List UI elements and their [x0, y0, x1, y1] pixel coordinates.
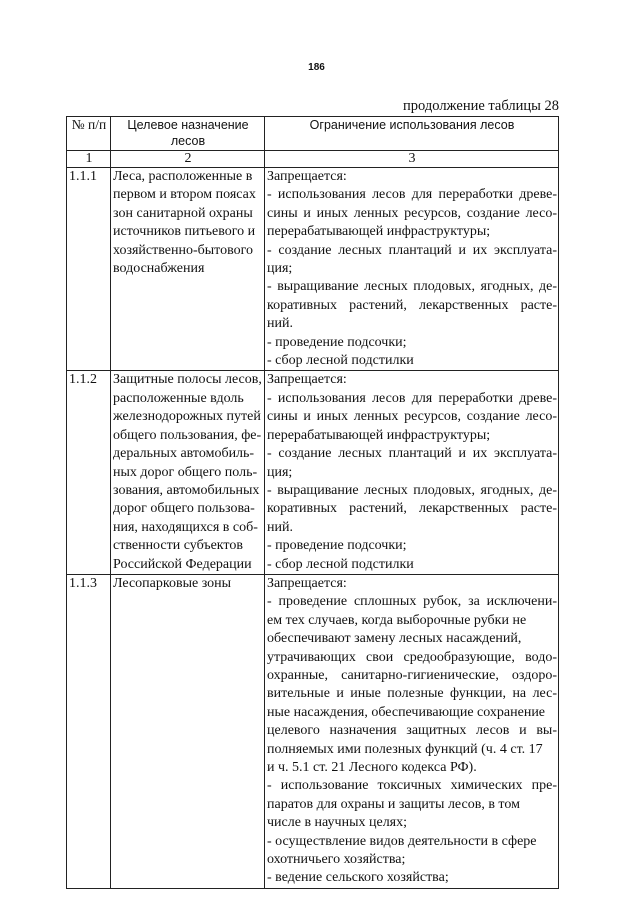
column-number-row [67, 151, 559, 168]
restriction-line: - выращивание лесных плодовых, ягодных, де- [267, 482, 557, 498]
row-number: 1.1.3 [67, 574, 111, 888]
restriction-line: числе в научных целях; [267, 815, 408, 831]
restriction-line: вительные и иные полезные функции, на лес- [267, 686, 557, 702]
column-number: 1 [67, 151, 111, 168]
restriction-line: коративных растений, лекарственных расте- [267, 297, 557, 313]
restriction-line: - ведение сельского хозяйства; [267, 870, 449, 886]
restriction-line: - использования лесов для переработки древе- [267, 187, 557, 203]
restriction-line: полняемых ими полезных функций (ч. 4 ст. 17 [267, 741, 543, 757]
restriction-line: ные насаждения, обеспечивающие сохранение [267, 704, 546, 720]
restriction-line: обеспечивают замену лесных насаждений, [267, 631, 522, 647]
purpose-line: зон санитарной охраны [113, 205, 253, 221]
purpose-line: зования, автомобильных [113, 482, 260, 498]
restriction-line: - проведение сплошных рубок, за исключени- [267, 594, 557, 610]
purpose-line: Леса, расположенные в [113, 169, 253, 184]
restriction-line: паратов для охраны и защиты лесов, в том [267, 796, 520, 812]
restriction-line: Запрещается: [267, 575, 347, 591]
restriction-line: ция; [267, 261, 293, 277]
header-number: № п/п [67, 117, 111, 151]
purpose-line: дорог общего пользова- [113, 501, 255, 517]
purpose-line: хозяйственно-бытового [113, 242, 254, 258]
restriction-line: и ч. 5.1 ст. 21 Лесного кодекса РФ). [267, 760, 477, 775]
restriction-cell [265, 574, 559, 888]
purpose-line: общего пользования, фе- [113, 427, 262, 443]
table-continuation-caption: продолжение таблицы 28 [403, 98, 559, 114]
purpose-line: железнодорожных путей [113, 409, 261, 425]
forest-purpose-cell [111, 574, 265, 888]
restriction-line: перерабатывающей инфраструктуры; [267, 224, 491, 240]
restriction-cell [265, 168, 559, 371]
restriction-line: - сбор лесной подстилки [267, 353, 414, 369]
restriction-line: ем тех случаев, когда выборочные рубки не [267, 612, 527, 628]
restriction-line: ция; [267, 464, 293, 480]
restriction-line: утрачивающих свои средообразующие, водо- [267, 649, 557, 665]
restriction-line: целевого назначения защитных лесов и вы- [267, 723, 557, 739]
restriction-line: коративных растений, лекарственных расте- [267, 501, 557, 517]
restriction-line: перерабатывающей инфраструктуры; [267, 427, 491, 443]
restriction-line: сины и иных ленных ресурсов, создание лесо- [267, 205, 557, 221]
restriction-line: Запрещается: [267, 372, 347, 388]
restriction-cell [265, 371, 559, 574]
header-restriction: Ограничение использования лесов [265, 117, 559, 151]
header-purpose-line: Целевое назначение [127, 118, 249, 132]
restriction-line: - использование токсичных химических пре- [267, 778, 557, 794]
restriction-line: - создание лесных плантаций и их эксплуата- [267, 242, 557, 258]
table-row [67, 371, 559, 574]
table-row [67, 574, 559, 888]
restriction-line: - выращивание лесных плодовых, ягодных, де- [267, 279, 557, 295]
header-purpose-line: лесов [170, 134, 206, 148]
purpose-line: деральных автомобиль- [113, 446, 255, 462]
forest-purpose-cell [111, 168, 265, 371]
forest-purpose-cell [111, 371, 265, 574]
header-purpose [111, 117, 265, 151]
restriction-line: ний. [267, 519, 293, 535]
restriction-line: - сбор лесной подстилки [267, 556, 414, 572]
forest-restrictions-table [66, 116, 559, 889]
purpose-line: Российской Федерации [113, 556, 252, 572]
table-body [67, 168, 559, 889]
purpose-line: ния, находящихся в соб- [113, 519, 258, 535]
row-number: 1.1.2 [67, 371, 111, 574]
purpose-line: источников питьевого и [113, 224, 256, 240]
restriction-line: Запрещается: [267, 169, 347, 184]
page-number: 186 [308, 62, 325, 73]
table-header-row [67, 117, 559, 151]
purpose-line: водоснабжения [113, 261, 205, 277]
restriction-line: - создание лесных плантаций и их эксплуата- [267, 446, 557, 462]
table-row [67, 168, 559, 371]
purpose-line: ственности субъектов [113, 538, 243, 554]
restriction-line: - осуществление видов деятельности в сфере [267, 833, 537, 849]
purpose-line: расположенные вдоль [113, 390, 244, 406]
purpose-line: Лесопарковые зоны [113, 575, 232, 591]
column-number: 2 [111, 151, 265, 168]
restriction-line: - проведение подсочки; [267, 334, 407, 350]
restriction-line: сины и иных ленных ресурсов, создание лесо- [267, 409, 557, 425]
purpose-line: первом и втором поясах [113, 187, 256, 203]
restriction-line: ний. [267, 316, 293, 332]
restriction-line: - проведение подсочки; [267, 538, 407, 554]
restriction-line: - использования лесов для переработки древе- [267, 390, 557, 406]
column-number: 3 [265, 151, 559, 168]
restriction-line: охотничьего хозяйства; [267, 852, 406, 868]
purpose-line: ных дорог общего поль- [113, 464, 258, 480]
restriction-line: охранные, санитарно-гигиенические, оздоро- [267, 667, 557, 683]
purpose-line: Защитные полосы лесов, [113, 372, 262, 388]
row-number: 1.1.1 [67, 168, 111, 371]
